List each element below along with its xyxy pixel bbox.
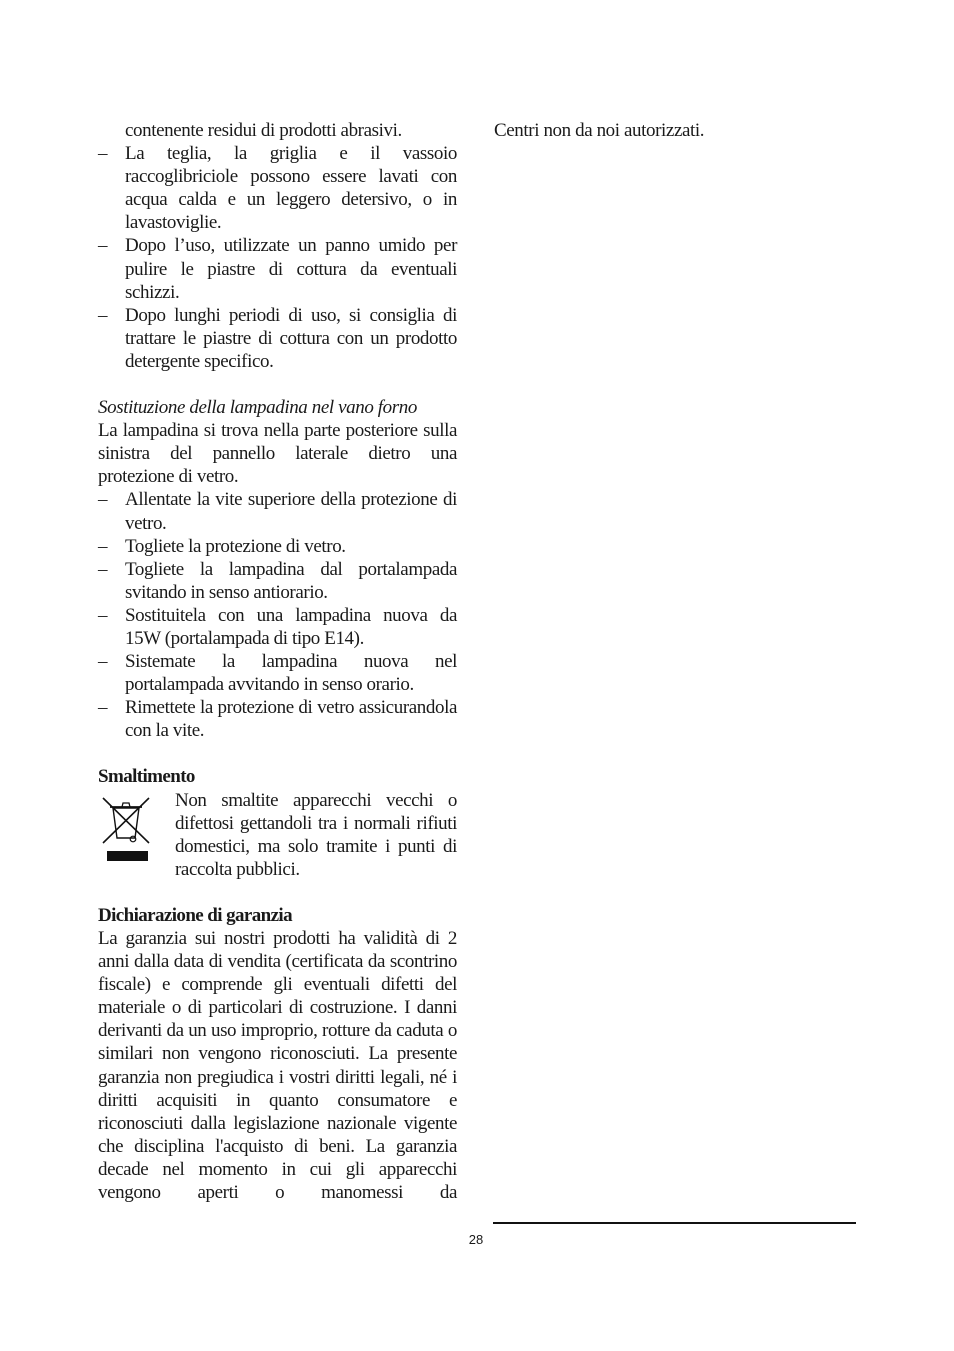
list-item: – Sistemate la lampadina nuova nel portalampada avvitando in senso orario.: [98, 650, 457, 696]
disposal-block: [98, 789, 457, 881]
list-item: – Togliete la protezione di vetro.: [98, 535, 457, 558]
warranty-continuation: Centri non da noi autorizzati.: [494, 120, 705, 141]
disposal-text: Non smaltite apparecchi vecchi o difettosi gettandoli tra i normali rifiuti domestici, ma solo tramite i punti di raccolta pubblici.: [175, 789, 457, 880]
warranty-text: La garanzia sui nostri prodotti ha validità di 2 anni dalla data di vendita (certificata da scontrino fiscale) e comprende gli eventuali difetti del materiale o di particolari di costruzione. I danni derivanti da un uso improprio, rotture da caduta o similari non vengono riconosciuti. La presente garanzia non pregiudica i vostri diritti legali, né i diritti acquisiti in quanto consumatore e riconosciuti dalla legislazione nazionale vigente che disciplina l'acquisto di beni. La garanzia decade nel momento in cui gli apparecchi vengono aperti o manomessi da: [98, 928, 457, 1204]
cleaning-list: [98, 142, 457, 373]
right-column: [494, 119, 856, 142]
lamp-section-intro: La lampadina si trova nella parte posteriore sulla sinistra del pannello laterale dietro una protezione di vetro.: [98, 420, 457, 488]
list-item: – Rimettete la protezione di vetro assicurandola con la vite.: [98, 696, 457, 742]
page-number: 28: [468, 1232, 484, 1247]
list-item: – La teglia, la griglia e il vassoio raccoglibriciole possono essere lavati con acqua calda e un leggero detersivo, o in lavastoviglie.: [98, 142, 457, 234]
lamp-steps-list: [98, 488, 457, 742]
left-column: [98, 119, 457, 1204]
continuation-text: contenente residui di prodotti abrasivi.: [125, 120, 402, 141]
list-item: – Sostituitela con una lampadina nuova da 15W (portalampada di tipo E14).: [98, 604, 457, 650]
crossed-out-wheelie-bin-icon: [98, 789, 175, 870]
footer-rule: [493, 1222, 856, 1224]
list-item: – Togliete la lampadina dal portalampada svitando in senso antiorario.: [98, 558, 457, 604]
disposal-title: Smaltimento: [98, 766, 195, 788]
warranty-title: Dichiarazione di garanzia: [98, 904, 292, 926]
list-item: – Allentate la vite superiore della protezione di vetro.: [98, 488, 457, 534]
lamp-section-title: Sostituzione della lampadina nel vano forno: [98, 397, 417, 419]
list-item: – Dopo l’uso, utilizzate un panno umido per pulire le piastre di cottura da eventuali schizzi.: [98, 234, 457, 303]
list-item: – Dopo lunghi periodi di uso, si consiglia di trattare le piastre di cottura con un prodotto detergente specifico.: [98, 304, 457, 373]
